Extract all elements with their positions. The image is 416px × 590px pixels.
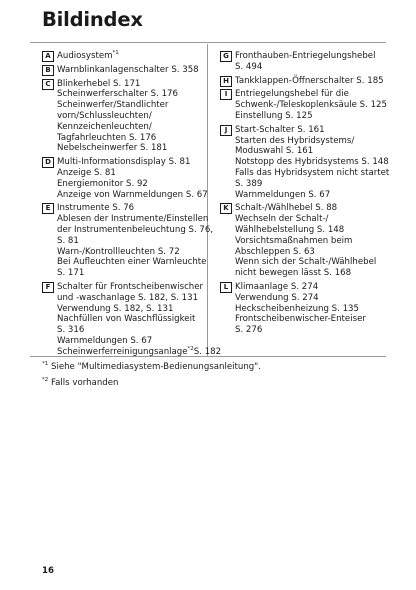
entry-heading (42, 282, 210, 293)
entry-line: nicht bewegen lässt S. 168 (235, 268, 352, 279)
entry-heading (220, 203, 390, 214)
entry-line: Moduswahl S. 161 (235, 146, 314, 157)
entry-line: S. 389 (235, 178, 263, 189)
index-entry-h (220, 76, 390, 87)
entry-heading-text: Instrumente S. 76 (57, 203, 135, 214)
entry-heading (42, 157, 210, 168)
entry-line: Nebelscheinwerfer S. 181 (57, 143, 168, 154)
index-entry-k (220, 203, 390, 279)
top-rule (30, 42, 386, 43)
entry-letter-box: L (220, 282, 232, 293)
entry-letter-box: C (42, 79, 54, 90)
entry-line: Bei Aufleuchten einer Warnleuchte (57, 257, 207, 268)
entry-heading-text: Warnblinkanlagenschalter S. 358 (57, 64, 199, 75)
entry-line: Nachfüllen von Waschflüssigkeit (57, 314, 196, 325)
footnote-mark: *2 (42, 377, 49, 384)
entry-heading (42, 79, 210, 90)
entry-line: S. 81 (57, 235, 79, 246)
entry-line: Vorsichtsmaßnahmen beim (235, 235, 353, 246)
entry-heading-text: Audiosystem (57, 51, 113, 61)
entry-letter-box: E (42, 203, 54, 214)
index-entry-l (220, 282, 390, 336)
footnote-text: Siehe "Multimediasystem-Bedienungsanleitung". (50, 362, 261, 372)
entry-line: Einstellung S. 125 (235, 110, 313, 121)
entry-heading-text: Start-Schalter S. 161 (235, 124, 325, 135)
entry-line: Scheinwerferschalter S. 176 (57, 89, 178, 100)
entry-letter-box: A (42, 51, 54, 62)
entry-line: Warn-/Kontrollleuchten S. 72 (57, 246, 180, 257)
entry-line: Notstopp des Hybridsystems S. 148 (235, 157, 389, 168)
entry-line: Ablesen der Instrumente/Einstellen (57, 214, 209, 225)
entry-heading-text: Entriegelungshebel für die (235, 89, 349, 100)
entry-line: Wechseln der Schalt-/ (235, 214, 329, 225)
entry-line: Schwenk-/Teleskoplenksäule S. 125 (235, 100, 387, 111)
page-number: 16 (42, 566, 54, 576)
entry-line: Energiemonitor S. 92 (57, 178, 148, 189)
entry-line-page: S. 182 (193, 346, 222, 357)
index-entry-g (220, 51, 390, 73)
entry-heading-text: Schalter für Frontscheibenwischer (57, 281, 204, 292)
page-title: Bildindex (42, 8, 143, 31)
entry-line-text: Scheinwerferreinigungsanlage (57, 346, 188, 357)
index-entry-i (220, 89, 390, 121)
entry-heading (220, 282, 390, 293)
entry-heading-text: Tankklappen-Öffnerschalter S. 185 (235, 75, 384, 86)
entry-heading-text: Klimaanlage S. 274 (235, 281, 319, 292)
entry-heading (220, 51, 390, 62)
entry-line: Verwendung S. 182, S. 131 (57, 303, 174, 314)
entry-line: vorn/Schlussleuchten/ (57, 110, 152, 121)
entry-heading-text: Schalt-/Wählhebel S. 88 (235, 203, 338, 214)
entry-line: Warnmeldungen S. 67 (57, 335, 153, 346)
entry-letter-box: G (220, 51, 232, 62)
entry-heading (220, 125, 390, 136)
index-entry-f (42, 281, 222, 358)
entry-line: Verwendung S. 274 (235, 292, 319, 303)
entry-heading-text: Blinkerhebel S. 171 (57, 78, 141, 89)
entry-line: Anzeige S. 81 (57, 167, 116, 178)
entry-line: Anzeige von Warnmeldungen S. 67 (57, 189, 208, 200)
entry-line: Wenn sich der Schalt-/Wählhebel (235, 257, 377, 268)
entry-line: Warnmeldungen S. 67 (235, 189, 331, 200)
entry-line: und -waschanlage S. 182, S. 131 (57, 292, 199, 303)
entry-heading (220, 89, 390, 100)
footnote-mark: *1 (42, 361, 49, 368)
entry-line: S. 171 (57, 268, 85, 279)
entry-line: Starten des Hybridsystems/ (235, 135, 355, 146)
bottom-rule (30, 356, 386, 357)
entry-letter-box: H (220, 76, 232, 87)
entry-line: Tagfahrleuchten S. 176 (57, 132, 157, 143)
entry-heading-text: Fronthauben-Entriegelungshebel (235, 51, 376, 61)
entry-line: S. 276 (235, 325, 263, 336)
entry-heading (42, 203, 210, 214)
entry-line: der Instrumentenbeleuchtung S. 76, (57, 224, 214, 235)
index-entry-d (42, 157, 210, 200)
entry-line: Kennzeichenleuchten/ (57, 121, 152, 132)
entry-letter-box: I (220, 89, 232, 100)
index-entry-e (42, 203, 214, 279)
footnote-text: Falls vorhanden (50, 378, 119, 388)
entry-letter-box: F (42, 282, 54, 293)
entry-line: Wählhebelstellung S. 148 (235, 224, 345, 235)
footnote-ref: *2 (187, 345, 194, 352)
entry-line: Scheinwerfer/Standlichter (57, 100, 169, 111)
entry-line: Heckscheibenheizung S. 135 (235, 303, 359, 314)
entry-line: S. 316 (57, 325, 85, 336)
index-entry-j (220, 125, 390, 201)
entry-heading (220, 76, 390, 87)
index-entry-c (42, 79, 210, 155)
entry-line: Falls das Hybridsystem nicht startet (235, 167, 390, 178)
entry-letter-box: J (220, 125, 232, 136)
entry-heading-text: Multi-Informationsdisplay S. 81 (57, 157, 191, 168)
left-column (42, 50, 222, 361)
entry-line: S. 494 (235, 61, 263, 72)
footnote-1 (42, 362, 261, 372)
footnote-ref: *1 (112, 50, 119, 57)
entry-line: Abschleppen S. 63 (235, 246, 315, 257)
footnote-2 (42, 378, 118, 388)
entry-letter-box: D (42, 157, 54, 168)
index-entry-a (42, 51, 210, 62)
entry-letter-box: K (220, 203, 232, 214)
entry-letter-box: B (42, 65, 54, 76)
index-entry-b (42, 65, 210, 76)
entry-line: Frontscheibenwischer-Enteiser (235, 314, 366, 325)
entry-heading (42, 51, 210, 62)
right-column (220, 51, 390, 339)
entry-heading (42, 65, 210, 76)
